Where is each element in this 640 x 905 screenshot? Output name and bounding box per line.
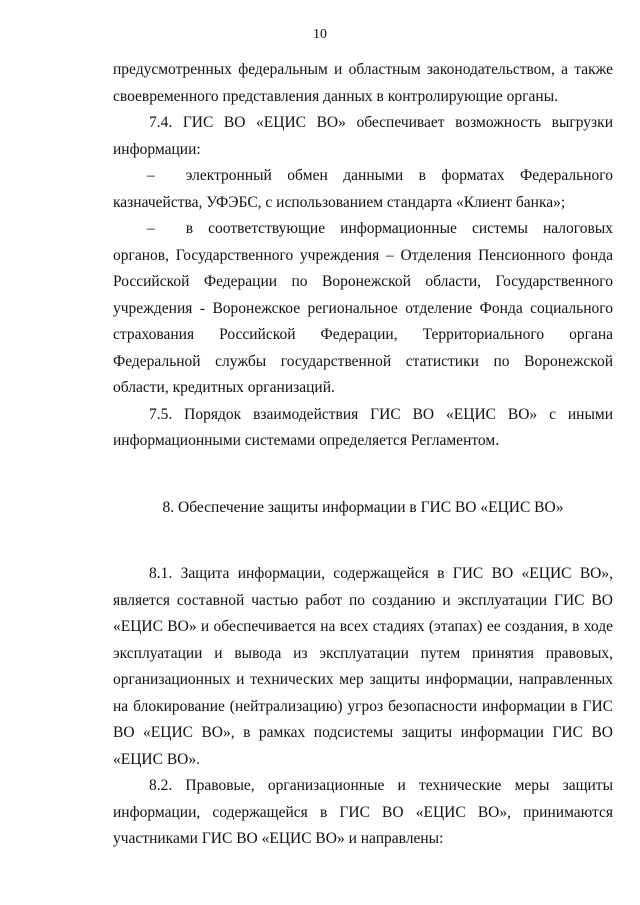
paragraph-7-4: 7.4. ГИС ВО «ЕЦИС ВО» обеспечивает возможность выгрузки информации: bbox=[113, 114, 613, 158]
page-number: 10 bbox=[313, 27, 327, 42]
document-body bbox=[113, 57, 613, 853]
paragraph-continuation: предусмотренных федеральным и областным законодательством, а также своевременного представления данных в контролирующие органы. bbox=[113, 61, 613, 105]
list-item-information-systems: – в соответствующие информационные системы налоговых органов, Государственного учреждения – Отделения Пенсионного фонда Российской Федерации по Воронежской области, Государственного учреждения - Воронежское региональное отделение Фонда социального страхования Российской Федерации, Территориального органа Федеральной службы государственной статистики по Воронежской области, кредитных организаций. bbox=[113, 220, 613, 396]
section-heading-8: 8. Обеспечение защиты информации в ГИС ВО «ЕЦИС ВО» bbox=[162, 498, 564, 516]
paragraph-7-5: 7.5. Порядок взаимодействия ГИС ВО «ЕЦИС ВО» с иными информационными системами определяется Регламентом. bbox=[113, 405, 613, 449]
paragraph-8-2: 8.2. Правовые, организационные и технические меры защиты информации, содержащейся в ГИС ВО «ЕЦИС ВО», принимаются участниками ГИС ВО «ЕЦИС ВО» и направлены: bbox=[113, 777, 613, 847]
list-item-electronic-exchange: – электронный обмен данными в форматах Федерального казначейства, УФЭБС, с использованием стандарта «Клиент банка»; bbox=[113, 167, 613, 211]
paragraph-8-1: 8.1. Защита информации, содержащейся в ГИС ВО «ЕЦИС ВО», является составной частью работ по созданию и эксплуатации ГИС ВО «ЕЦИС ВО» и обеспечивается на всех стадиях (этапах) ее создания, в ходе эксплуатации и вывода из эксплуатации путем принятия правовых, организационных и технических мер защиты информации, направленных на блокирование (нейтрализацию) угроз безопасности информации в ГИС ВО «ЕЦИС ВО», в рамках подсистемы защиты информации ГИС ВО «ЕЦИС ВО». bbox=[113, 565, 613, 768]
